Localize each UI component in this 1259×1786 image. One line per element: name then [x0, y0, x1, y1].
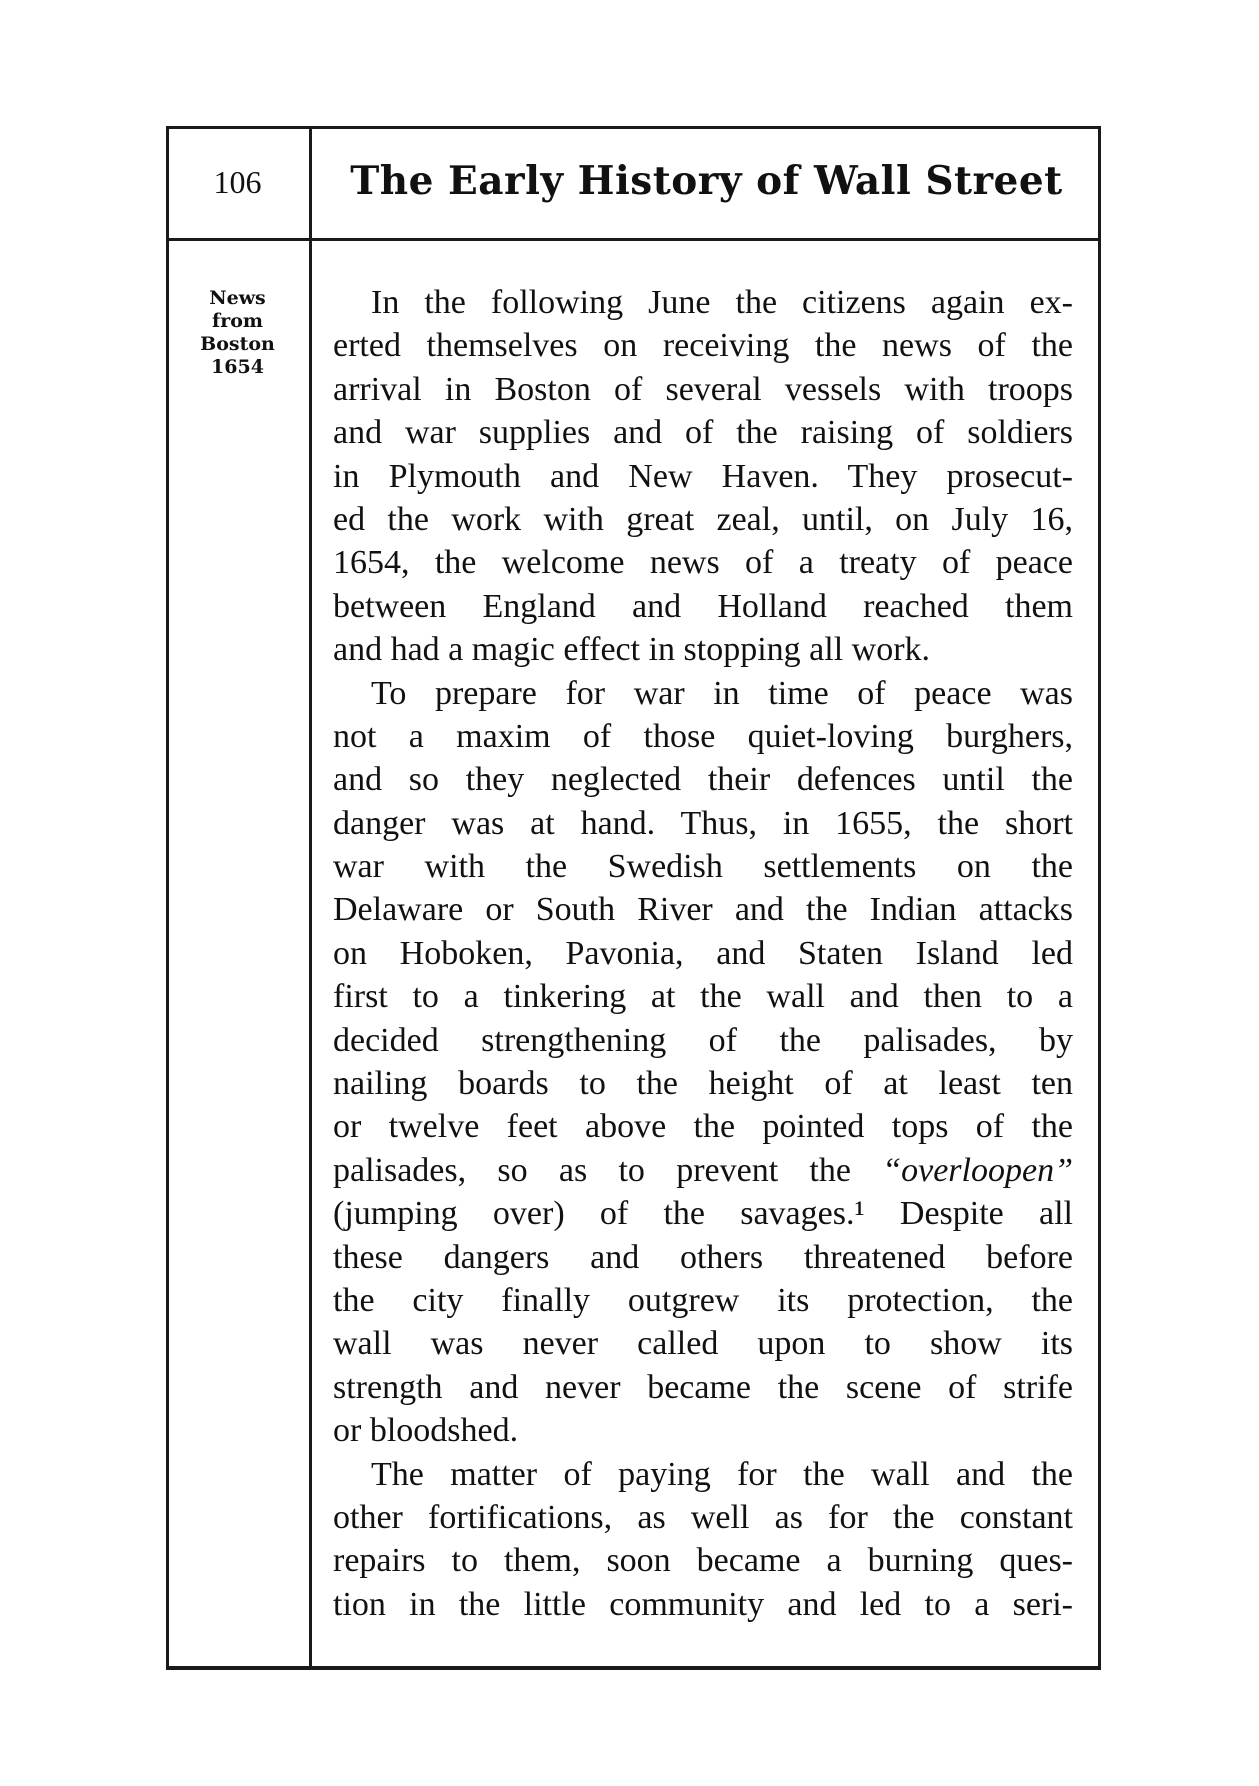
- body-line: arrival in Boston of several vessels with troops: [333, 370, 1073, 408]
- body-line: first to a tinkering at the wall and then to a: [333, 978, 1073, 1016]
- body-line: other fortifications, as well as for the constant: [333, 1498, 1073, 1536]
- body-line: decided strengthening of the palisades, by: [333, 1021, 1073, 1059]
- margin-column-rule: [309, 126, 312, 1670]
- page-number: 106: [213, 164, 262, 200]
- side-note-line: News: [209, 287, 266, 309]
- side-note-line: Boston: [200, 333, 275, 355]
- body-line: tion in the little community and led to a seri-: [333, 1585, 1073, 1623]
- body-line: danger was at hand. Thus, in 1655, the short: [333, 804, 1073, 842]
- body-line: on Hoboken, Pavonia, and Staten Island led: [333, 934, 1073, 972]
- body-line: erted themselves on receiving the news of the: [333, 327, 1073, 365]
- body-line: Delaware or South River and the Indian attacks: [333, 891, 1073, 929]
- body-line: and war supplies and of the raising of soldiers: [333, 414, 1073, 452]
- body-line: ed the work with great zeal, until, on July 16,: [333, 500, 1073, 538]
- body-line: 1654, the welcome news of a treaty of peace: [333, 544, 1073, 582]
- body-line: In the following June the citizens again ex-: [371, 284, 1073, 321]
- body-line: wall was never called upon to show its: [333, 1325, 1073, 1363]
- body-line: nailing boards to the height of at least ten: [333, 1065, 1073, 1103]
- body-line: the city finally outgrew its protection, the: [333, 1281, 1073, 1319]
- body-line: war with the Swedish settlements on the: [333, 848, 1073, 886]
- italic-term: “overloopen”: [882, 1151, 1073, 1189]
- body-text: [333, 281, 1073, 1626]
- body-line: not a maxim of those quiet-loving burghers,: [333, 717, 1073, 755]
- side-note-line: 1654: [211, 356, 264, 378]
- body-line: To prepare for war in time of peace was: [371, 674, 1073, 712]
- side-note-line: from: [212, 310, 263, 332]
- body-line: and had a magic effect in stopping all work.: [333, 631, 931, 669]
- header-rule: [166, 238, 1101, 241]
- body-line: and so they neglected their defences until the: [333, 761, 1073, 799]
- body-line-text: palisades, so as to prevent the: [333, 1151, 851, 1189]
- body-line: [333, 1149, 1073, 1192]
- side-note: [170, 287, 305, 379]
- body-line: in Plymouth and New Haven. They prosecut-: [333, 457, 1073, 495]
- body-line: strength and never became the scene of strife: [333, 1368, 1073, 1406]
- body-line: or bloodshed.: [333, 1412, 519, 1450]
- body-line: (jumping over) of the savages.¹ Despite all: [333, 1195, 1073, 1233]
- body-line: repairs to them, soon became a burning ques-: [333, 1542, 1073, 1580]
- body-line: these dangers and others threatened before: [333, 1238, 1073, 1276]
- running-head: The Early History of Wall Street: [350, 158, 1063, 204]
- body-line: The matter of paying for the wall and the: [371, 1455, 1073, 1493]
- body-line: or twelve feet above the pointed tops of the: [333, 1108, 1073, 1146]
- body-line: between England and Holland reached them: [333, 587, 1073, 625]
